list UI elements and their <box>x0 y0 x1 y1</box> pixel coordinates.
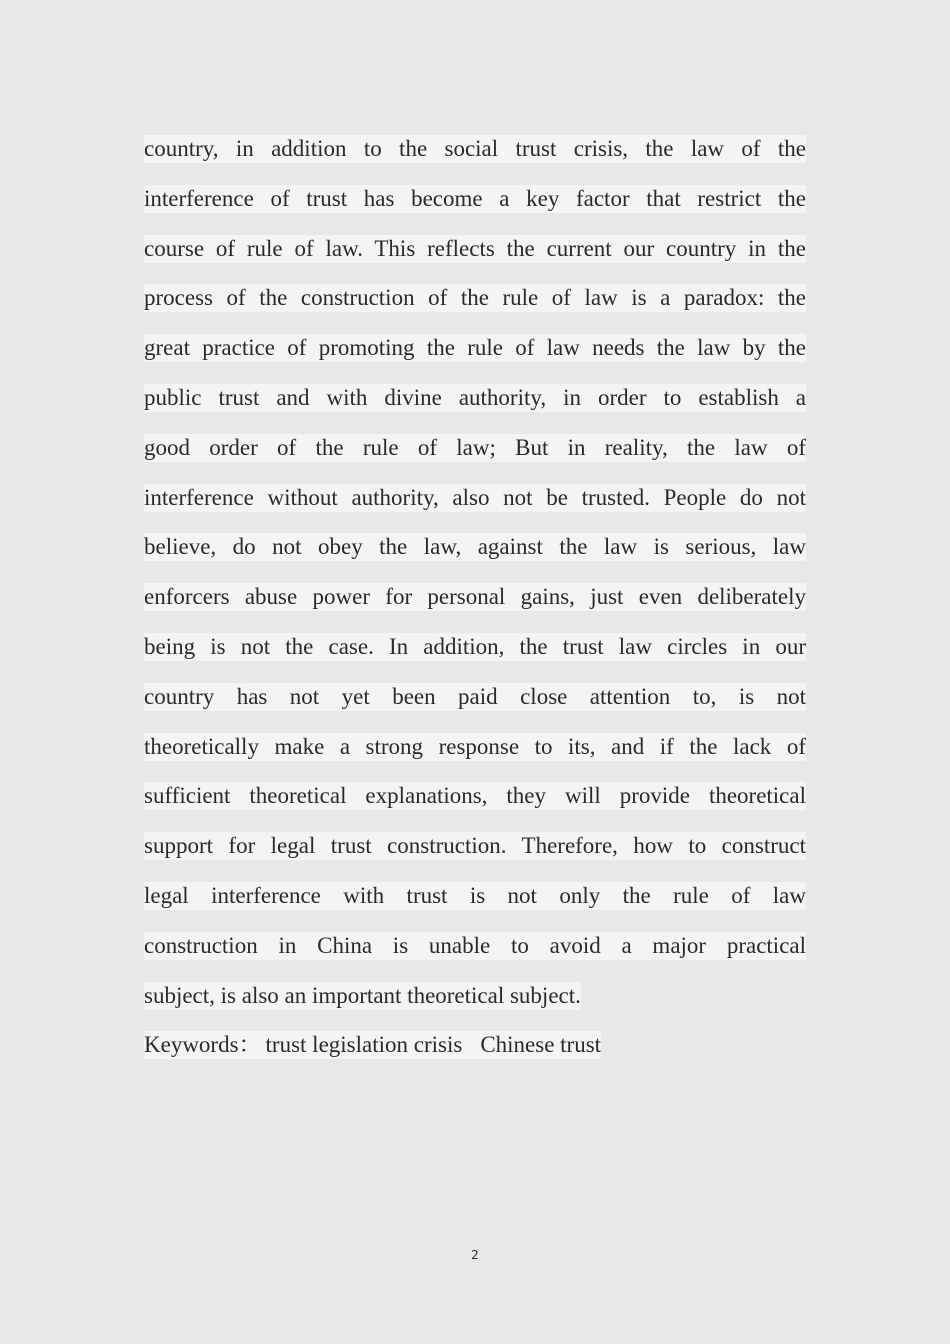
text-line: being is not the case. In addition, the trust law circles in our <box>144 633 806 659</box>
text-line: construction in China is unable to avoid a major practical <box>144 932 806 958</box>
text-line: public trust and with divine authority, in order to establish a <box>144 384 806 410</box>
text-line: process of the construction of the rule of law is a paradox: the <box>144 285 806 311</box>
text-line: country, in addition to the social trust crisis, the law of the <box>144 136 806 161</box>
text-line: country has not yet been paid close attention to, is not <box>144 683 806 709</box>
text-line: enforcers abuse power for personal gains, just even deliberately <box>144 584 806 610</box>
text-line: great practice of promoting the rule of law needs the law by the <box>144 335 806 361</box>
text-line-last: subject, is also an important theoretical subject. <box>144 982 581 1008</box>
text-line: believe, do not obey the law, against the law is serious, law <box>144 534 806 560</box>
abstract-body <box>144 124 806 1070</box>
keywords-line <box>144 1020 806 1070</box>
text-line: course of rule of law. This reflects the current our country in the <box>144 235 806 261</box>
text-line: legal interference with trust is not only the rule of law <box>144 882 806 908</box>
keyword-term: Chinese trust <box>480 1032 602 1058</box>
text-line: interference of trust has become a key factor that restrict the <box>144 185 806 211</box>
text-line: support for legal trust construction. Therefore, how to construct <box>144 833 806 859</box>
text-line: theoretically make a strong response to its, and if the lack of <box>144 733 806 759</box>
page-number: 2 <box>471 1248 479 1262</box>
keywords-label: Keywords： <box>144 1032 262 1058</box>
keyword-term: trust legislation crisis <box>265 1032 463 1058</box>
text-line: good order of the rule of law; But in reality, the law of <box>144 434 806 460</box>
text-line: sufficient theoretical explanations, they will provide theoretical <box>144 783 806 809</box>
text-line: interference without authority, also not be trusted. People do not <box>144 484 806 510</box>
